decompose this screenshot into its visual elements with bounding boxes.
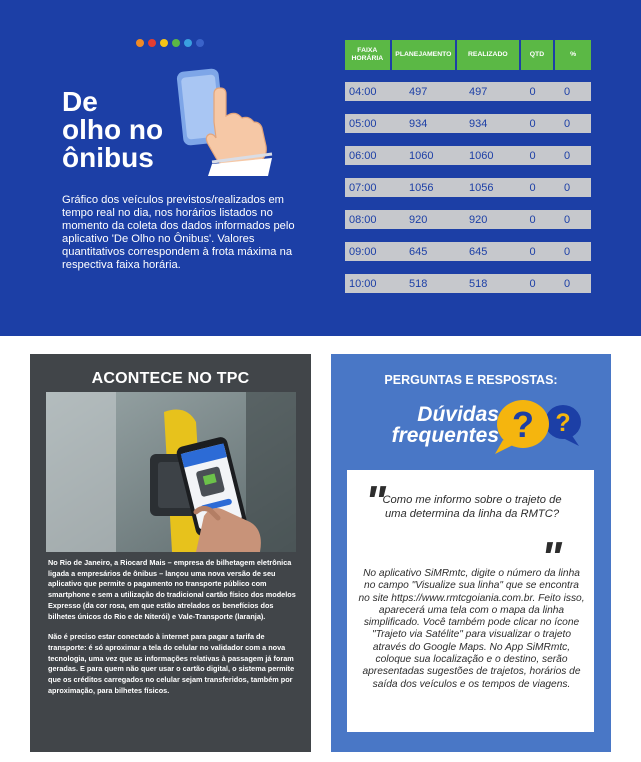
news-card — [30, 354, 311, 752]
header-realizado: REALIZADO — [457, 40, 518, 70]
dot — [184, 39, 192, 47]
faq-subtitle — [359, 404, 499, 446]
news-heading: ACONTECE NO TPC — [91, 370, 250, 387]
faq-subtitle-line: Dúvidas — [417, 403, 499, 426]
header-qtd: QTD — [521, 40, 554, 70]
faq-heading: PERGUNTAS E RESPOSTAS: — [384, 373, 558, 387]
cell-pct: 0 — [563, 213, 571, 226]
close-quote-mark: " — [541, 533, 558, 582]
color-dots — [136, 39, 204, 47]
table-header — [345, 40, 591, 70]
table-row — [345, 242, 591, 261]
title-line: De — [62, 86, 98, 117]
cell-pct: 0 — [563, 277, 571, 290]
table-row — [345, 146, 591, 165]
header-planejamento: PLANEJAMENTO — [392, 40, 455, 70]
table-row — [345, 274, 591, 293]
news-paragraph: No Rio de Janeiro, a Riocard Mais – empresa de bilhetagem eletrônica ligada a empresários de ônibus – lançou uma nova versão de seu aplicativo que permite o pagamento no transporte público com smartphone e sem a utilização do tradicional cartão físico dos modelos Expresso (da cor rosa, em que estão atrelados os benefícios dos bilhetes únicos do Rio e de Niterói) e Vale-Transporte (laranja). — [48, 558, 296, 621]
cell-planejamento: 1060 — [409, 149, 434, 162]
faq-answer: No aplicativo SiMRmtc, digite o número da linha no campo "Visualize sua linha" que se encontra no site https://www.rmtcgoiania.com.br. Feito isso, aparecerá uma tela com o mapa da linha simplificado. Você também pode clicar no ícone "Trajeto via Satélite" para visualizar o trajeto através do Google Maps. No App SiMRmtc, coloque sua localização e o destino, serão apresentadas sugestões de trajetos, horários de saída dos veículos e os tempos de viagens. — [358, 568, 585, 690]
dot — [160, 39, 168, 47]
cell-qtd: 0 — [529, 277, 536, 290]
bubble-mark: ? — [555, 409, 571, 437]
cell-planejamento: 518 — [409, 277, 428, 290]
cell-qtd: 0 — [529, 85, 536, 98]
cell-pct: 0 — [563, 245, 571, 258]
phone-payment-photo — [46, 392, 296, 552]
bubble-mark: ? — [512, 404, 534, 445]
news-body — [48, 558, 296, 706]
cell-pct: 0 — [563, 85, 571, 98]
cell-qtd: 0 — [529, 149, 536, 162]
faq-subtitle-line: frequentes — [391, 424, 499, 447]
cell-faixa: 05:00 — [349, 117, 377, 130]
faq-card — [331, 354, 611, 752]
news-paragraph: Não é preciso estar conectado à internet para pagar a tarifa de transporte: é só aproximar a tela do celular no validador com a nova tecnologia, uma vez que as informações relativas à passagem já foram geradas. E para quem não quer usar o cartão digital, o sistema permite que os créditos carregados no celular sejam transferidos, também por aproximação, para bilhetes físicos. — [48, 632, 295, 695]
cell-realizado: 920 — [469, 213, 488, 226]
top-panel — [0, 0, 641, 336]
question-bubbles-icon — [489, 396, 583, 456]
faq-box — [347, 470, 594, 732]
cell-planejamento: 920 — [409, 213, 428, 226]
table-body — [345, 82, 591, 293]
cell-faixa: 04:00 — [349, 85, 377, 98]
cell-faixa: 07:00 — [349, 181, 377, 194]
header-faixa: FAIXA HORÁRIA — [345, 40, 390, 70]
cell-qtd: 0 — [529, 245, 536, 258]
cell-realizado: 934 — [469, 117, 488, 130]
cell-realizado: 497 — [469, 85, 488, 98]
cell-pct: 0 — [563, 117, 571, 130]
cell-realizado: 1060 — [469, 149, 494, 162]
dot — [196, 39, 204, 47]
cell-faixa: 10:00 — [349, 277, 377, 290]
open-quote-mark: " — [365, 477, 382, 526]
cell-realizado: 1056 — [469, 181, 494, 194]
dot — [136, 39, 144, 47]
table-description: Gráfico dos veículos previstos/realizados em tempo real no dia, nos horários listados no momento da coleta dos dados informados pelo aplicativo 'De Olho no Ônibus'. Valores quantitativos correspondem à frota máxima na respectiva faixa horária. — [62, 194, 295, 271]
cell-qtd: 0 — [529, 117, 536, 130]
cell-planejamento: 645 — [409, 245, 428, 258]
cell-faixa: 08:00 — [349, 213, 377, 226]
cell-faixa: 06:00 — [349, 149, 377, 162]
cell-qtd: 0 — [529, 181, 536, 194]
dot — [148, 39, 156, 47]
cell-planejamento: 497 — [409, 85, 428, 98]
table-row — [345, 178, 591, 197]
phone-hand-icon — [168, 64, 280, 176]
cell-pct: 0 — [563, 149, 571, 162]
title-line: ônibus — [62, 142, 154, 173]
cell-realizado: 518 — [469, 277, 488, 290]
dot — [172, 39, 180, 47]
table-row — [345, 210, 591, 229]
faq-question: Como me informo sobre o trajeto de uma determina da linha da RMTC? — [382, 494, 562, 520]
cell-planejamento: 934 — [409, 117, 428, 130]
header-pct: % — [555, 40, 591, 70]
table-row — [345, 114, 591, 133]
table-row — [345, 82, 591, 101]
cell-pct: 0 — [563, 181, 571, 194]
cell-faixa: 09:00 — [349, 245, 377, 258]
cell-realizado: 645 — [469, 245, 488, 258]
title-line: olho no — [62, 114, 164, 145]
fleet-table — [345, 40, 591, 306]
cell-planejamento: 1056 — [409, 181, 434, 194]
cell-qtd: 0 — [529, 213, 536, 226]
